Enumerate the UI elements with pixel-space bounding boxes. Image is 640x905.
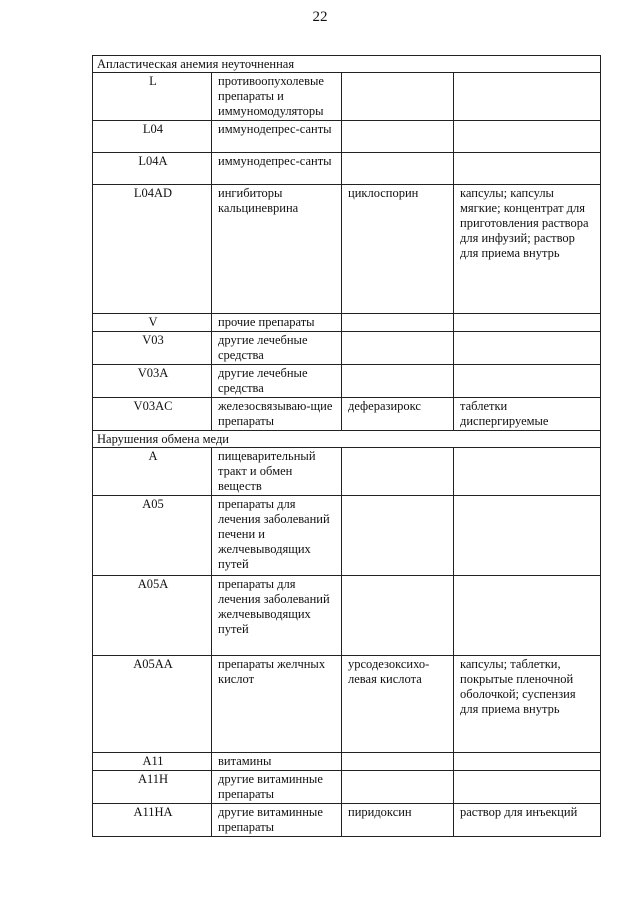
drug-name	[342, 121, 454, 153]
atc-code: A05	[93, 496, 212, 576]
table-row	[93, 185, 601, 314]
drug-name	[342, 365, 454, 398]
atc-code: L	[93, 73, 212, 121]
drug-name	[342, 576, 454, 656]
dosage-form: капсулы; капсулы мягкие; концентрат для приготовления раствора для инфузий; раствор для приема внутрь	[454, 185, 601, 314]
atc-code: L04	[93, 121, 212, 153]
table-row	[93, 753, 601, 771]
atc-name: иммунодепрес-санты	[212, 153, 342, 185]
section-row	[93, 56, 601, 73]
atc-name: препараты для лечения заболеваний печени и желчевыводящих путей	[212, 496, 342, 576]
atc-name: витамины	[212, 753, 342, 771]
table-row	[93, 771, 601, 804]
atc-name: пищеварительный тракт и обмен веществ	[212, 448, 342, 496]
atc-name: ингибиторы кальциневрина	[212, 185, 342, 314]
table-row	[93, 121, 601, 153]
atc-code: V	[93, 314, 212, 332]
dosage-form	[454, 576, 601, 656]
drug-name	[342, 332, 454, 365]
atc-name: препараты желчных кислот	[212, 656, 342, 753]
table-row	[93, 804, 601, 837]
table-row	[93, 153, 601, 185]
section-row	[93, 431, 601, 448]
dosage-form	[454, 771, 601, 804]
atc-name: другие витаминные препараты	[212, 771, 342, 804]
atc-code: V03AC	[93, 398, 212, 431]
atc-code: A	[93, 448, 212, 496]
table-row	[93, 332, 601, 365]
drug-name	[342, 496, 454, 576]
table-row	[93, 496, 601, 576]
section-title: Апластическая анемия неуточненная	[93, 56, 601, 73]
atc-code: A11HA	[93, 804, 212, 837]
table-row	[93, 365, 601, 398]
atc-name: железосвязываю-щие препараты	[212, 398, 342, 431]
table-row	[93, 314, 601, 332]
dosage-form: таблетки диспергируемые	[454, 398, 601, 431]
atc-name: иммунодепрес-санты	[212, 121, 342, 153]
drug-name	[342, 753, 454, 771]
atc-code: A11H	[93, 771, 212, 804]
dosage-form	[454, 365, 601, 398]
dosage-form: раствор для инъекций	[454, 804, 601, 837]
drug-name	[342, 73, 454, 121]
atc-code: L04A	[93, 153, 212, 185]
dosage-form	[454, 73, 601, 121]
atc-code: A05AA	[93, 656, 212, 753]
table-row	[93, 73, 601, 121]
atc-code: V03	[93, 332, 212, 365]
atc-code: L04AD	[93, 185, 212, 314]
dosage-form	[454, 448, 601, 496]
section-title: Нарушения обмена меди	[93, 431, 601, 448]
dosage-form	[454, 753, 601, 771]
table-row	[93, 448, 601, 496]
drug-name	[342, 448, 454, 496]
dosage-form	[454, 496, 601, 576]
atc-name: другие лечебные средства	[212, 332, 342, 365]
atc-name: противоопухолевые препараты и иммуномодуляторы	[212, 73, 342, 121]
drug-name	[342, 314, 454, 332]
table-row	[93, 656, 601, 753]
table-row	[93, 398, 601, 431]
drug-name	[342, 153, 454, 185]
atc-name: другие лечебные средства	[212, 365, 342, 398]
page-number: 22	[312, 9, 328, 25]
dosage-form	[454, 121, 601, 153]
dosage-form	[454, 153, 601, 185]
dosage-form: капсулы; таблетки, покрытые пленочной оболочкой; суспензия для приема внутрь	[454, 656, 601, 753]
dosage-form	[454, 332, 601, 365]
atc-name: препараты для лечения заболеваний желчевыводящих путей	[212, 576, 342, 656]
dosage-form	[454, 314, 601, 332]
drug-name: пиридоксин	[342, 804, 454, 837]
drug-name: деферазирокс	[342, 398, 454, 431]
drug-name: урсодезоксихо-левая кислота	[342, 656, 454, 753]
atc-name: другие витаминные препараты	[212, 804, 342, 837]
atc-name: прочие препараты	[212, 314, 342, 332]
drug-table	[92, 55, 601, 837]
atc-code: A11	[93, 753, 212, 771]
table-row	[93, 576, 601, 656]
drug-name: циклоспорин	[342, 185, 454, 314]
atc-code: A05A	[93, 576, 212, 656]
drug-name	[342, 771, 454, 804]
atc-code: V03A	[93, 365, 212, 398]
